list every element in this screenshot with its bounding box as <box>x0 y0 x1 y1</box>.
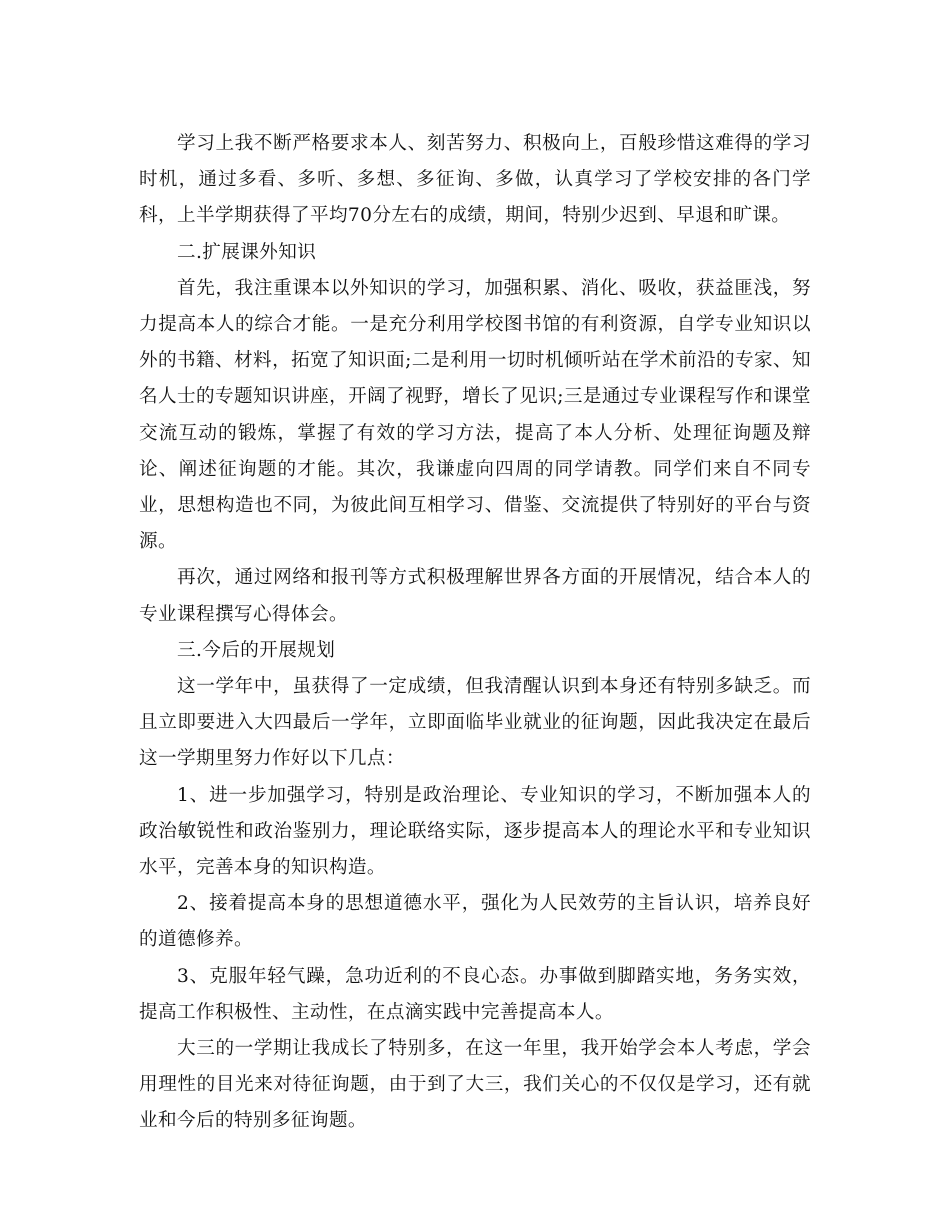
paragraph-study-attitude: 学习上我不断严格要求本人、刻苦努力、积极向上，百般珍惜这难得的学习时机，通过多看、多听、多想、多征询、多做，认真学习了学校安排的各门学科，上半学期获得了平均70分左右的成绩，期间，特别少迟到、早退和旷课。 <box>139 133 811 227</box>
paragraph-extracurricular-knowledge: 首先，我注重课本以外知识的学习，加强积累、消化、吸收，获益匪浅，努力提高本人的综合才能。一是充分利用学校图书馆的有利资源，自学专业知识以外的书籍、材料，拓宽了知识面;二是利用一切时机倾听站在学术前沿的专家、知名人士的专题知识讲座，开阔了视野，增长了见识;三是通过专业课程写作和课堂交流互动的锻炼，掌握了有效的学习方法，提高了本人分析、处理征询题及辩论、阐述征询题的才能。其次，我谦虚向四周的同学请教。同学们来自不同专业，思想构造也不同，为彼此间互相学习、借鉴、交流提供了特别好的平台与资源。 <box>139 277 811 553</box>
section-heading-future-plan: 三.今后的开展规划 <box>177 639 336 661</box>
paragraph-online-learning: 再次，通过网络和报刊等方式积极理解世界各方面的开展情况，结合本人的专业课程撰写心得体会。 <box>139 567 811 625</box>
document-body <box>139 126 811 1140</box>
paragraph-conclusion: 大三的一学期让我成长了特别多，在这一年里，我开始学会本人考虑，学会用理性的目光来对待征询题，由于到了大三，我们关心的不仅仅是学习，还有就业和今后的特别多征询题。 <box>139 1038 811 1132</box>
section-heading-extracurricular: 二.扩展课外知识 <box>177 241 317 263</box>
list-item-1: 1、进一步加强学习，特别是政治理论、专业知识的学习，不断加强本人的政治敏锐性和政治鉴别力，理论联络实际，逐步提高本人的理论水平和专业知识水平，完善本身的知识构造。 <box>139 784 811 879</box>
list-item-2: 2、接着提高本身的思想道德水平，强化为人民效劳的主旨认识，培养良好的道德修养。 <box>139 893 811 951</box>
list-item-3: 3、克服年轻气躁，急功近利的不良心态。办事做到脚踏实地，务务实效，提高工作积极性、主动性，在点滴实践中完善提高本人。 <box>139 965 811 1023</box>
paragraph-plan-intro: 这一学年中，虽获得了一定成绩，但我清醒认识到本身还有特别多缺乏。而且立即要进入大四最后一学年，立即面临毕业就业的征询题，因此我决定在最后这一学期里努力作好以下几点： <box>139 676 811 770</box>
